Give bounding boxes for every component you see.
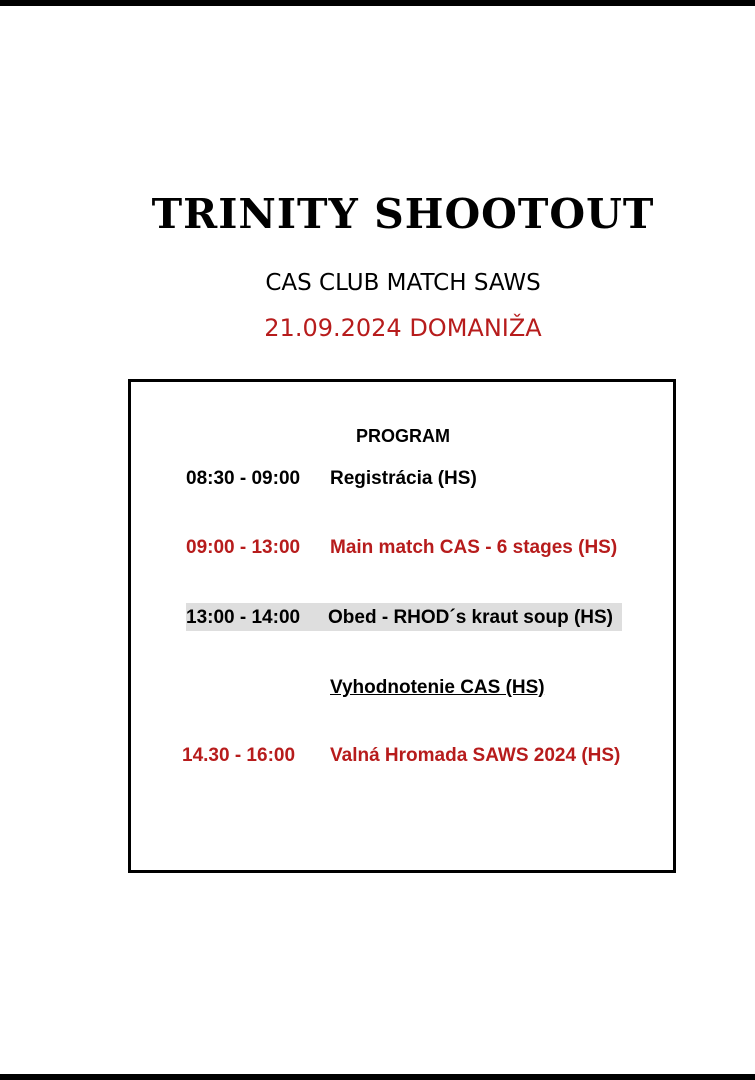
program-item-time: 09:00 - 13:00 xyxy=(186,537,301,558)
program-item-time: 13:00 - 14:00 xyxy=(186,607,301,628)
program-item-description: Vyhodnotenie CAS (HS) xyxy=(330,677,545,698)
program-item-description: Registrácia (HS) xyxy=(330,468,477,489)
program-item-description: Obed - RHOD´s kraut soup (HS) xyxy=(328,607,614,628)
event-date-location: 21.09.2024 DOMANIŽA xyxy=(264,314,542,342)
program-item-time: 08:30 - 09:00 xyxy=(186,468,301,489)
top-border xyxy=(0,0,755,6)
program-item-time: 14.30 - 16:00 xyxy=(182,745,296,766)
bottom-border xyxy=(0,1074,755,1080)
program-item-lunch xyxy=(186,603,622,631)
page-subtitle: CAS CLUB MATCH SAWS xyxy=(265,270,541,296)
page-title: TRINITY SHOOTOUT xyxy=(151,190,655,238)
program-item-description: Main match CAS - 6 stages (HS) xyxy=(330,537,618,558)
program-item-description: Valná Hromada SAWS 2024 (HS) xyxy=(330,745,621,766)
program-heading: PROGRAM xyxy=(356,426,450,446)
